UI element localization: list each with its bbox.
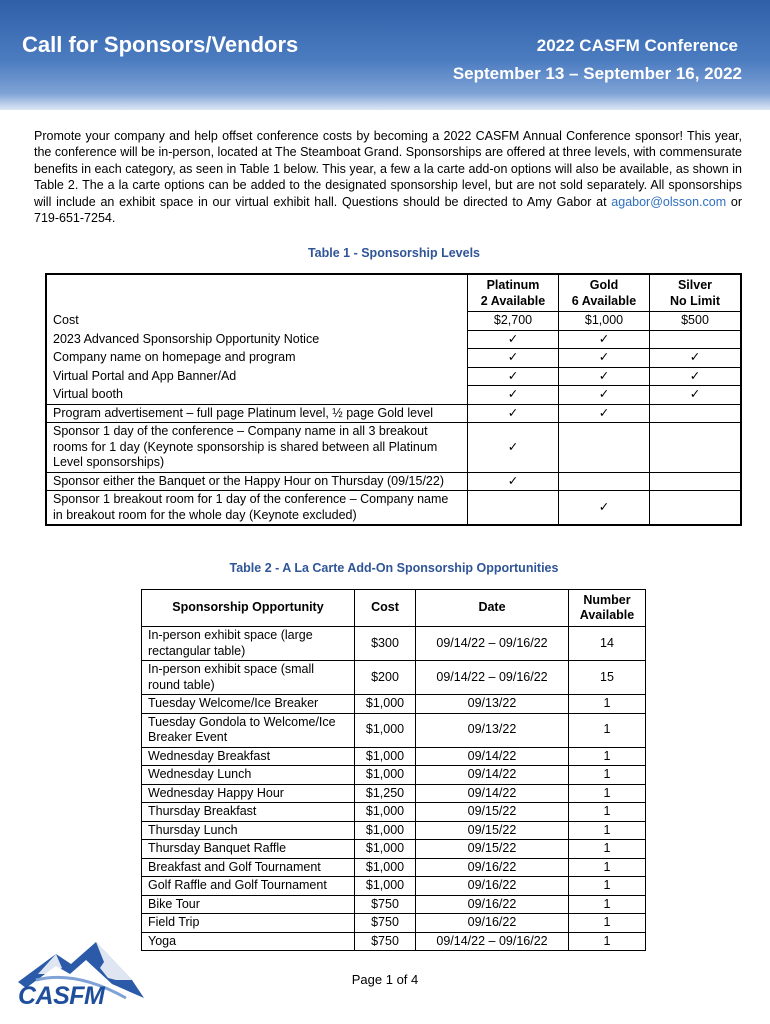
benefit-label: Virtual Portal and App Banner/Ad [46,367,468,386]
platinum-check: ✓ [468,367,559,386]
casfm-logo-text: CASFM [18,982,105,1010]
table-row [142,858,646,877]
benefit-label: Sponsor either the Banquet or the Happy Hour on Thursday (09/15/22) [46,472,468,491]
opportunity-date: 09/16/22 [416,895,569,914]
silver-check [650,491,742,526]
opportunity-date: 09/14/22 [416,784,569,803]
opportunity-date: 09/13/22 [416,713,569,747]
level-name: Silver [677,278,713,292]
table-row [142,914,646,933]
table2-header-row [142,590,646,627]
opportunity-count: 1 [569,747,646,766]
benefit-label: Program advertisement – full page Platinum level, ½ page Gold level [46,404,468,423]
silver-check: ✓ [650,367,742,386]
opportunity-count: 15 [569,661,646,695]
table1-row [46,491,741,526]
gold-check [559,472,650,491]
opportunity-cost: $1,000 [355,803,416,822]
table1-row [46,367,741,386]
platinum-check: ✓ [468,349,559,368]
gold-check: ✓ [559,330,650,349]
opportunity-date: 09/15/22 [416,803,569,822]
opportunity-cost: $200 [355,661,416,695]
opportunity-cost: $750 [355,914,416,933]
opportunity-cost: $300 [355,627,416,661]
opportunity-cost: $750 [355,932,416,951]
opportunity-count: 1 [569,932,646,951]
opportunity-date: 09/15/22 [416,840,569,859]
opportunity-count: 1 [569,803,646,822]
gold-check: ✓ [559,367,650,386]
opportunity-cost: $1,000 [355,877,416,896]
opportunity-cost: $1,000 [355,713,416,747]
opportunity-date: 09/14/22 – 09/16/22 [416,932,569,951]
table1-header-row [46,274,741,312]
opportunity-cost: $1,000 [355,747,416,766]
table-row [142,713,646,747]
table1-row [46,423,741,473]
silver-check [650,423,742,473]
table1-row [46,404,741,423]
opportunity-name: Golf Raffle and Golf Tournament [142,877,355,896]
level-availability: No Limit [670,294,720,308]
opportunity-count: 1 [569,766,646,785]
platinum-cost: $2,700 [468,312,559,331]
opportunity-count: 1 [569,877,646,896]
column-header-date: Date [416,590,569,627]
column-header-number-available: Number Available [569,590,646,627]
header-banner [0,0,770,110]
opportunity-date: 09/16/22 [416,914,569,933]
table-row [142,661,646,695]
table1-row [46,312,741,331]
table-row [142,932,646,951]
table2-caption: Table 2 - A La Carte Add-On Sponsorship Opportunities [229,561,559,575]
opportunity-cost: $1,000 [355,840,416,859]
table1-caption: Table 1 - Sponsorship Levels [307,246,481,260]
table1-row [46,472,741,491]
opportunity-name: Yoga [142,932,355,951]
platinum-check [468,491,559,526]
intro-text: Promote your company and help offset conference costs by becoming a 2022 CASFM Annual Conference sponsor! This year, the conference will be in-person, located at The Steamboat Grand. Sponsorships are offered at three levels, with commensurate benefits in each category, as seen in Table 1 below. This year, a few a la carte add-on options will also be available, as shown in Table 2. The a la carte options can be added to the designated sponsorship level, but are not sold separately. All sponsorships will include an exhibit space in our virtual exhibit hall. Questions should be directed to Amy Gabor at [34,129,742,209]
gold-check: ✓ [559,404,650,423]
contact-email-link[interactable]: agabor@olsson.com [611,194,727,209]
silver-check [650,404,742,423]
silver-check [650,472,742,491]
opportunity-name: Bike Tour [142,895,355,914]
table-row [142,895,646,914]
opportunity-count: 1 [569,914,646,933]
column-header-cost: Cost [355,590,416,627]
opportunity-count: 1 [569,840,646,859]
level-header-platinum [468,274,559,312]
gold-check: ✓ [559,349,650,368]
table-row [142,840,646,859]
opportunity-date: 09/13/22 [416,695,569,714]
level-availability: 2 Available [480,294,546,308]
silver-check [650,330,742,349]
benefit-label: Virtual booth [46,386,468,405]
opportunity-count: 1 [569,895,646,914]
opportunity-date: 09/16/22 [416,877,569,896]
opportunity-name: Tuesday Welcome/Ice Breaker [142,695,355,714]
benefit-label: Company name on homepage and program [46,349,468,368]
a-la-carte-table [141,589,646,951]
gold-check [559,423,650,473]
platinum-check: ✓ [468,423,559,473]
platinum-check: ✓ [468,404,559,423]
column-header-opportunity: Sponsorship Opportunity [142,590,355,627]
opportunity-count: 14 [569,627,646,661]
intro-text-end: or 719-651-7254. [34,194,742,226]
benefit-label: 2023 Advanced Sponsorship Opportunity Notice [46,330,468,349]
intro-paragraph [34,128,742,226]
level-name: Gold [589,278,619,292]
opportunity-cost: $1,000 [355,695,416,714]
page-number: Page 1 of 4 [351,972,419,987]
platinum-check: ✓ [468,330,559,349]
table1-row [46,386,741,405]
opportunity-count: 1 [569,713,646,747]
table-row [142,747,646,766]
opportunity-cost: $1,250 [355,784,416,803]
opportunity-cost: $750 [355,895,416,914]
opportunity-name: Field Trip [142,914,355,933]
gold-check: ✓ [559,386,650,405]
sponsorship-levels-table [45,273,742,526]
opportunity-cost: $1,000 [355,858,416,877]
table-row [142,821,646,840]
platinum-check: ✓ [468,386,559,405]
opportunity-count: 1 [569,695,646,714]
opportunity-name: Thursday Banquet Raffle [142,840,355,859]
opportunity-date: 09/16/22 [416,858,569,877]
opportunity-date: 09/14/22 [416,766,569,785]
gold-cost: $1,000 [559,312,650,331]
opportunity-date: 09/15/22 [416,821,569,840]
opportunity-name: Wednesday Breakfast [142,747,355,766]
level-header-gold [559,274,650,312]
level-header-silver [650,274,742,312]
silver-check: ✓ [650,386,742,405]
platinum-check: ✓ [468,472,559,491]
opportunity-count: 1 [569,784,646,803]
table-row [142,766,646,785]
opportunity-name: Tuesday Gondola to Welcome/Ice Breaker Event [142,713,355,747]
opportunity-cost: $1,000 [355,821,416,840]
conference-dates: September 13 – September 16, 2022 [452,64,742,83]
opportunity-date: 09/14/22 – 09/16/22 [416,661,569,695]
silver-check: ✓ [650,349,742,368]
level-availability: 6 Available [571,294,637,308]
table-row [142,877,646,896]
table1-row [46,349,741,368]
opportunity-name: Thursday Lunch [142,821,355,840]
opportunity-date: 09/14/22 – 09/16/22 [416,627,569,661]
benefit-label: Sponsor 1 breakout room for 1 day of the conference – Company name in breakout room for the whole day (Keynote excluded) [46,491,468,526]
opportunity-name: Thursday Breakfast [142,803,355,822]
opportunity-date: 09/14/22 [416,747,569,766]
page-title: Call for Sponsors/Vendors [22,32,299,57]
table1-header-blank [46,274,468,312]
table-row [142,695,646,714]
opportunity-cost: $1,000 [355,766,416,785]
opportunity-name: In-person exhibit space (large rectangular table) [142,627,355,661]
opportunity-count: 1 [569,858,646,877]
gold-check: ✓ [559,491,650,526]
silver-cost: $500 [650,312,742,331]
opportunity-name: Wednesday Lunch [142,766,355,785]
benefit-label: Sponsor 1 day of the conference – Company name in all 3 breakout rooms for 1 day (Keynote sponsorship is shared between all Platinum Level sponsorships) [46,423,468,473]
conference-name: 2022 CASFM Conference [536,36,738,55]
opportunity-name: In-person exhibit space (small round table) [142,661,355,695]
benefit-label: Cost [46,312,468,331]
opportunity-name: Breakfast and Golf Tournament [142,858,355,877]
table1-row [46,330,741,349]
level-name: Platinum [486,278,540,292]
table-row [142,784,646,803]
opportunity-name: Wednesday Happy Hour [142,784,355,803]
table-row [142,627,646,661]
table-row [142,803,646,822]
opportunity-count: 1 [569,821,646,840]
